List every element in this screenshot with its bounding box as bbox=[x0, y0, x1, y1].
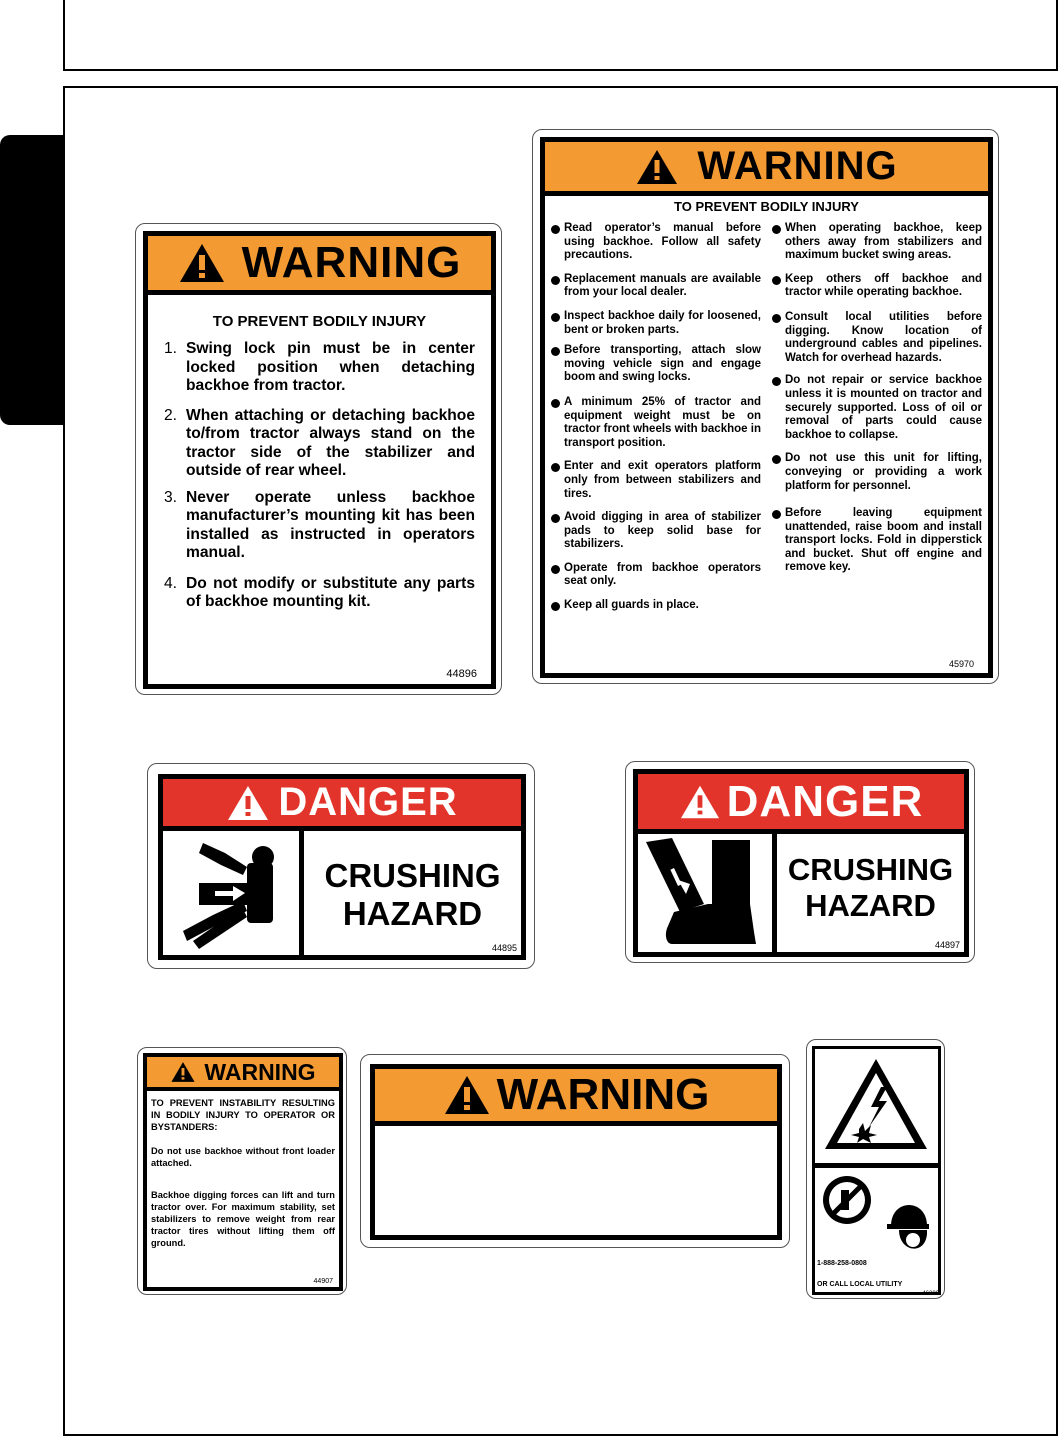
signal-word: DANGER bbox=[278, 780, 458, 824]
decal-44895 bbox=[147, 763, 535, 969]
warning-header bbox=[147, 1057, 339, 1091]
list-item: 3. Never operate unless backhoe manufacturer’s mounting kit has been installed as instructed in operators manual. bbox=[164, 488, 475, 561]
hazard-line-2: HAZARD bbox=[342, 894, 483, 932]
pictogram-panel bbox=[163, 831, 304, 955]
signal-word: WARNING bbox=[241, 238, 462, 287]
hazard-line-1: CRUSHING bbox=[787, 852, 954, 887]
part-number: 44897 bbox=[934, 940, 960, 950]
list-item: Avoid digging in area of stabilizer pads to keep solid base for stabilizers. bbox=[551, 511, 761, 552]
decal-paragraph: Do not use backhoe without front loader attached. bbox=[151, 1146, 335, 1168]
danger-header bbox=[163, 779, 521, 831]
signal-word: WARNING bbox=[496, 1070, 710, 1119]
hazard-line-1: CRUSHING bbox=[324, 857, 501, 894]
warning-header bbox=[545, 142, 988, 196]
decal-46280 bbox=[806, 1039, 945, 1299]
alert-triangle-icon bbox=[170, 1061, 196, 1083]
list-item: Keep all guards in place. bbox=[551, 599, 761, 613]
warning-header bbox=[375, 1069, 777, 1126]
list-item: Inspect backhoe daily for loosened, bent or broken parts. bbox=[551, 310, 761, 337]
pictogram-panel bbox=[638, 834, 777, 952]
numbered-list bbox=[164, 340, 475, 612]
decal-44907 bbox=[137, 1047, 347, 1295]
list-item: Do not repair or service backhoe unless it is mounted on tractor and securely supported. Loss of oil or removal of parts could cause backhoe to collapse. bbox=[772, 374, 982, 442]
dig-call-icon bbox=[815, 1168, 938, 1258]
list-item: Do not use this unit for lifting, conveying or providing a work platform for personnel. bbox=[772, 452, 982, 493]
part-number: 46280 bbox=[922, 1291, 939, 1297]
decal-lead: TO PREVENT INSTABILITY RESULTING IN BODILY INJURY TO OPERATOR OR BYSTANDERS: bbox=[151, 1098, 335, 1132]
section-side-tab bbox=[0, 135, 64, 425]
signal-word: WARNING bbox=[697, 144, 898, 188]
decal-45970 bbox=[532, 129, 999, 684]
warning-header bbox=[148, 236, 491, 295]
part-number: 45970 bbox=[948, 659, 974, 669]
list-item: Consult local utilities before digging. Know location of underground cables and pipelines. Watch for overhead hazards. bbox=[772, 311, 982, 365]
list-item: Read operator’s manual before using backhoe. Follow all safety precautions. bbox=[551, 222, 761, 263]
alert-triangle-icon bbox=[443, 1074, 491, 1116]
list-item: Enter and exit operators platform only from between stabilizers and tires. bbox=[551, 460, 761, 501]
call-text: OR CALL LOCAL UTILITY bbox=[817, 1281, 903, 1288]
hazard-text-panel bbox=[777, 834, 964, 952]
decal-44897 bbox=[625, 761, 975, 963]
decal-warning-blank bbox=[360, 1054, 790, 1248]
list-item: Keep others off backhoe and tractor while operating backhoe. bbox=[772, 273, 982, 300]
list-item: Before leaving equipment unattended, raise boom and install transport locks. Fold in dipperstick and bucket. Shut off engine and remove key. bbox=[772, 507, 982, 575]
alert-triangle-icon bbox=[226, 784, 270, 822]
left-bullet-column bbox=[551, 222, 761, 613]
decal-subtitle: TO PREVENT BODILY INJURY bbox=[674, 199, 859, 214]
list-item: When operating backhoe, keep others away from stabilizers and maximum bucket swing areas. bbox=[772, 222, 982, 263]
page-header-box bbox=[63, 0, 1058, 71]
decal-body bbox=[151, 1097, 335, 1249]
signal-word: DANGER bbox=[726, 776, 924, 826]
electric-shock-icon bbox=[815, 1049, 938, 1163]
part-number: 44896 bbox=[446, 668, 477, 680]
list-item: 2. When attaching or detaching backhoe to/from tractor always stand on the tractor side of the stabilizer and outside of rear wheel. bbox=[164, 406, 475, 479]
right-bullet-column bbox=[772, 222, 982, 575]
phone-number: 1-888-258-0808 bbox=[817, 1260, 867, 1267]
hazard-text-panel bbox=[304, 831, 521, 955]
list-item: Before transporting, attach slow moving vehicle sign and engage boom and swing locks. bbox=[551, 344, 761, 385]
hazard-line-2: HAZARD bbox=[805, 887, 936, 923]
decal-subtitle: TO PREVENT BODILY INJURY bbox=[212, 313, 427, 330]
list-item: A minimum 25% of tractor and equipment weight must be on tractor front wheels with backhoe in transport position. bbox=[551, 396, 761, 450]
foot-crush-icon bbox=[638, 834, 772, 952]
alert-triangle-icon bbox=[178, 242, 226, 284]
alert-triangle-icon bbox=[635, 148, 679, 186]
list-item: Replacement manuals are available from your local dealer. bbox=[551, 273, 761, 300]
part-number: 44907 bbox=[313, 1278, 333, 1285]
signal-word: WARNING bbox=[204, 1058, 316, 1085]
decal-44896 bbox=[135, 223, 502, 695]
danger-header bbox=[638, 774, 964, 834]
alert-triangle-icon bbox=[679, 783, 721, 821]
list-item: 1. Swing lock pin must be in center locked position when detaching backhoe from tractor. bbox=[164, 340, 475, 394]
list-item: 4. Do not modify or substitute any parts of backhoe mounting kit. bbox=[164, 574, 475, 610]
body-crush-icon bbox=[163, 831, 299, 955]
list-item: Operate from backhoe operators seat only. bbox=[551, 562, 761, 589]
part-number: 44895 bbox=[491, 943, 517, 953]
decal-paragraph: Backhoe digging forces can lift and turn tractor over. For maximum stability, set stabilizers to remove weight from rear tractor tires without lifting them off ground. bbox=[151, 1190, 335, 1248]
